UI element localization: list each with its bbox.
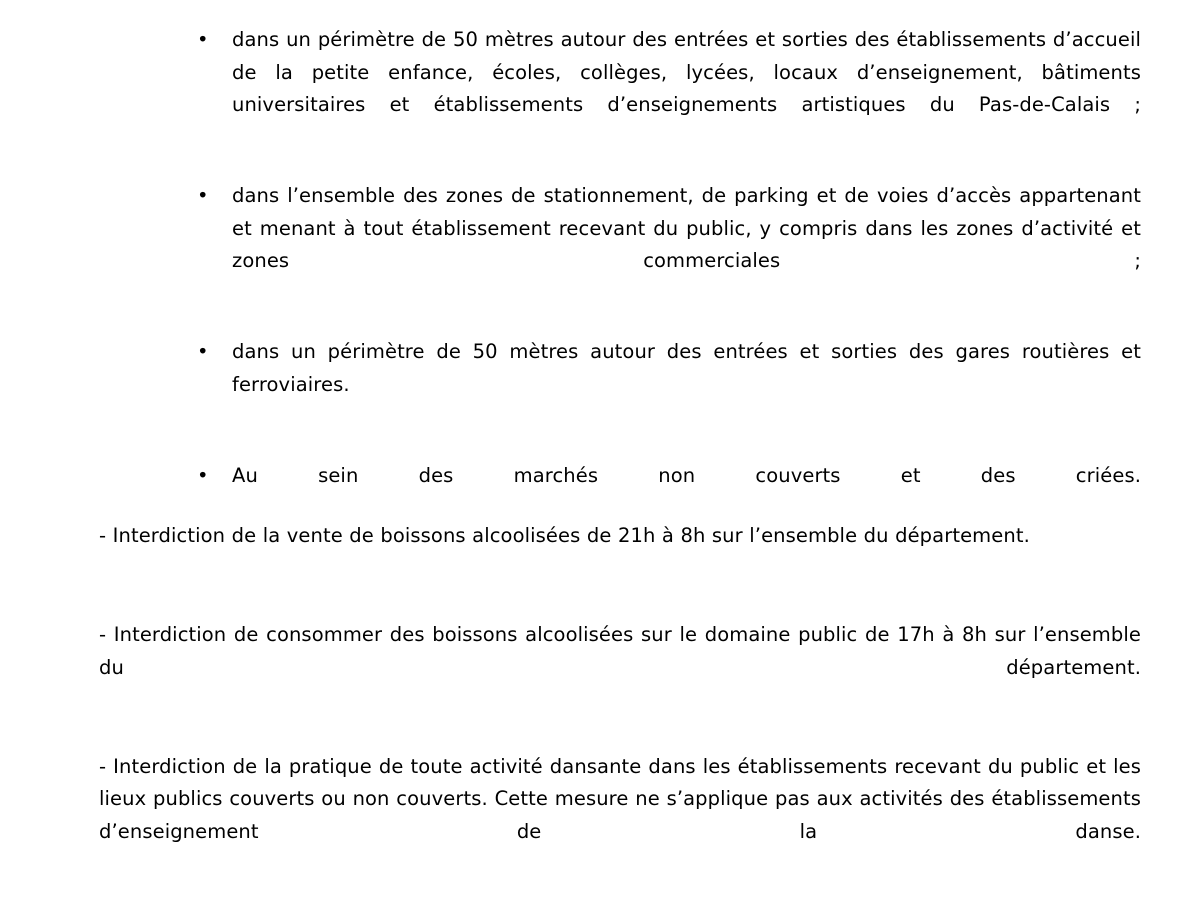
list-item-text: Au sein des marchés non couverts et des criées.: [232, 463, 1141, 487]
bullet-point-icon: •: [197, 28, 209, 51]
list-item-text: dans un périmètre de 50 mètres autour des entrées et sorties des gares routières et ferroviaires.: [232, 340, 1141, 396]
list-item-text: dans l’ensemble des zones de stationnement, de parking et de voies d’accès appartenant et menant à tout établissement recevant du public, y compris dans les zones d’activité et zones commerciales ;: [232, 184, 1141, 272]
list-item: [0, 336, 1200, 434]
paragraph: - Interdiction de la vente de boissons alcoolisées de 21h à 8h sur l’ensemble du département.: [99, 524, 1030, 547]
bullet-point-icon: •: [197, 184, 209, 207]
measures-paragraph-block: [0, 520, 1200, 915]
paragraph: - Interdiction de la pratique de toute activité dansante dans les établissements recevant du public et les lieux publics couverts ou non couverts. Cette mesure ne s’applique pas aux activités des établissements d’enseignement de la danse.: [99, 754, 1141, 843]
list-item: [0, 0, 1200, 154]
list-item-text: dans un périmètre de 50 mètres autour des entrées et sorties des établissements d’accueil de la petite enfance, écoles, collèges, lycées, locaux d’enseignement, bâtiments universitaires et établissements d’enseignements artistiques du Pas-de-Calais ;: [232, 28, 1141, 116]
bullet-point-icon: •: [197, 340, 209, 363]
bullet-point-icon: •: [197, 463, 209, 487]
list-item: [0, 180, 1200, 310]
list-item: [0, 460, 1200, 525]
paragraph: - Interdiction de consommer des boissons alcoolisées sur le domaine public de 17h à 8h sur l’ensemble du département.: [99, 623, 1141, 679]
